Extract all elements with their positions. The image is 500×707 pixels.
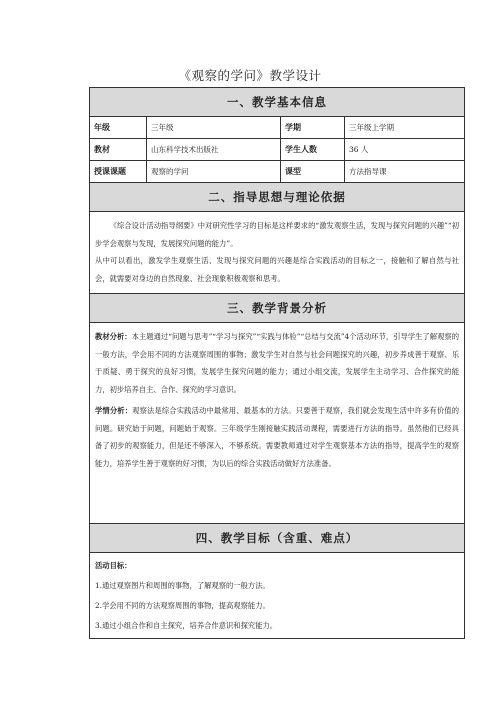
textbook-analysis-text: 本主题通过“问题与思考”“学习与探究”“实践与体验”“总结与交流”4个活动环节，引导学生了解观察的一般方法，学会用不同的方法观察周围的事物；激发学生对自然与社会问题探究的兴趣，初步养成善于观察、乐于质疑、勇于探究的良好习惯，发展学生探究问题的能力；通过小组交流，发展学生主动学习、合作探究的能力，初步培养自主、合作、探究的学习意识。 xyxy=(95,332,460,394)
student-analysis-label: 学情分析： xyxy=(95,406,133,415)
label-topic: 授课课题 xyxy=(90,161,147,182)
value-topic: 观察的学问 xyxy=(147,161,281,182)
goal-item: 3.通过小组合作和自主探究，培养合作意识和探究能力。 xyxy=(95,621,278,630)
section-heading-guiding-theory: 二、指导思想与理论依据 xyxy=(90,183,464,212)
info-row-grade xyxy=(90,117,464,139)
value-semester: 三年级上学期 xyxy=(349,123,394,132)
label-student-count: 学生人数 xyxy=(281,139,345,160)
student-analysis-paragraph xyxy=(95,402,459,472)
value-lesson-type: 方法指导课 xyxy=(349,167,387,176)
teaching-goals-content xyxy=(90,553,464,638)
goal-item: 2.学会用不同的方法观察周围的事物，提高观察能力。 xyxy=(95,601,270,610)
activity-goals-label: 活动目标： xyxy=(95,561,132,570)
info-row-topic xyxy=(90,161,464,183)
section-heading-background-analysis: 三、教学背景分析 xyxy=(90,294,464,323)
guiding-theory-content xyxy=(90,212,464,294)
info-row-textbook xyxy=(90,139,464,161)
background-analysis-content xyxy=(90,323,464,524)
value-grade: 三年级 xyxy=(147,117,281,138)
goal-item: 1.通过观察图片和周围的事物，了解观察的一般方法。 xyxy=(95,581,270,590)
section-heading-teaching-goals: 四、教学目标（含重、难点） xyxy=(90,524,464,553)
guiding-theory-paragraph-1: 《综合设计活动指导纲要》中对研究性学习的目标是这样要求的“激发观察生活，发现与探究问题的兴趣”“初步学会观察与发现，发展探究问题的能力”。 xyxy=(95,221,459,248)
textbook-analysis-paragraph xyxy=(95,328,459,398)
lesson-plan-table xyxy=(89,87,465,639)
document-title: 《观察的学问》教学设计 xyxy=(178,68,322,83)
label-grade: 年级 xyxy=(90,117,147,138)
section-heading-basic-info: 一、教学基本信息 xyxy=(90,88,464,117)
label-semester: 学期 xyxy=(281,117,345,138)
label-textbook: 教材 xyxy=(90,139,147,160)
student-analysis-text: 观察法是综合实践活动中最常用、最基本的方法。只要善于观察，我们就会发现生活中许多有价值的问题。研究始于问题，问题始于观察。三年级学生刚接触实践活动课程，需要进行方法的指导。虽然他们已经具备了初步的观察能力，但是还不够深入，不够系统。需要教师通过对学生观察基本方法的指导，提高学生的观察能力，培养学生善于观察的好习惯，为以后的综合实践活动做好方法准备。 xyxy=(95,406,459,468)
value-textbook: 山东科学技术出版社 xyxy=(147,139,281,160)
label-lesson-type: 课型 xyxy=(281,161,345,182)
guiding-theory-paragraph-2: 从中可以看出，激发学生观察生活、发现与探究问题的兴趣是综合实践活动的目标之一，接触和了解自然与社会，就需要对身边的自然现象、社会现象积极观察和思考。 xyxy=(95,256,459,283)
textbook-analysis-label: 教材分析： xyxy=(95,332,132,341)
value-student-count: 36 人 xyxy=(349,145,369,154)
